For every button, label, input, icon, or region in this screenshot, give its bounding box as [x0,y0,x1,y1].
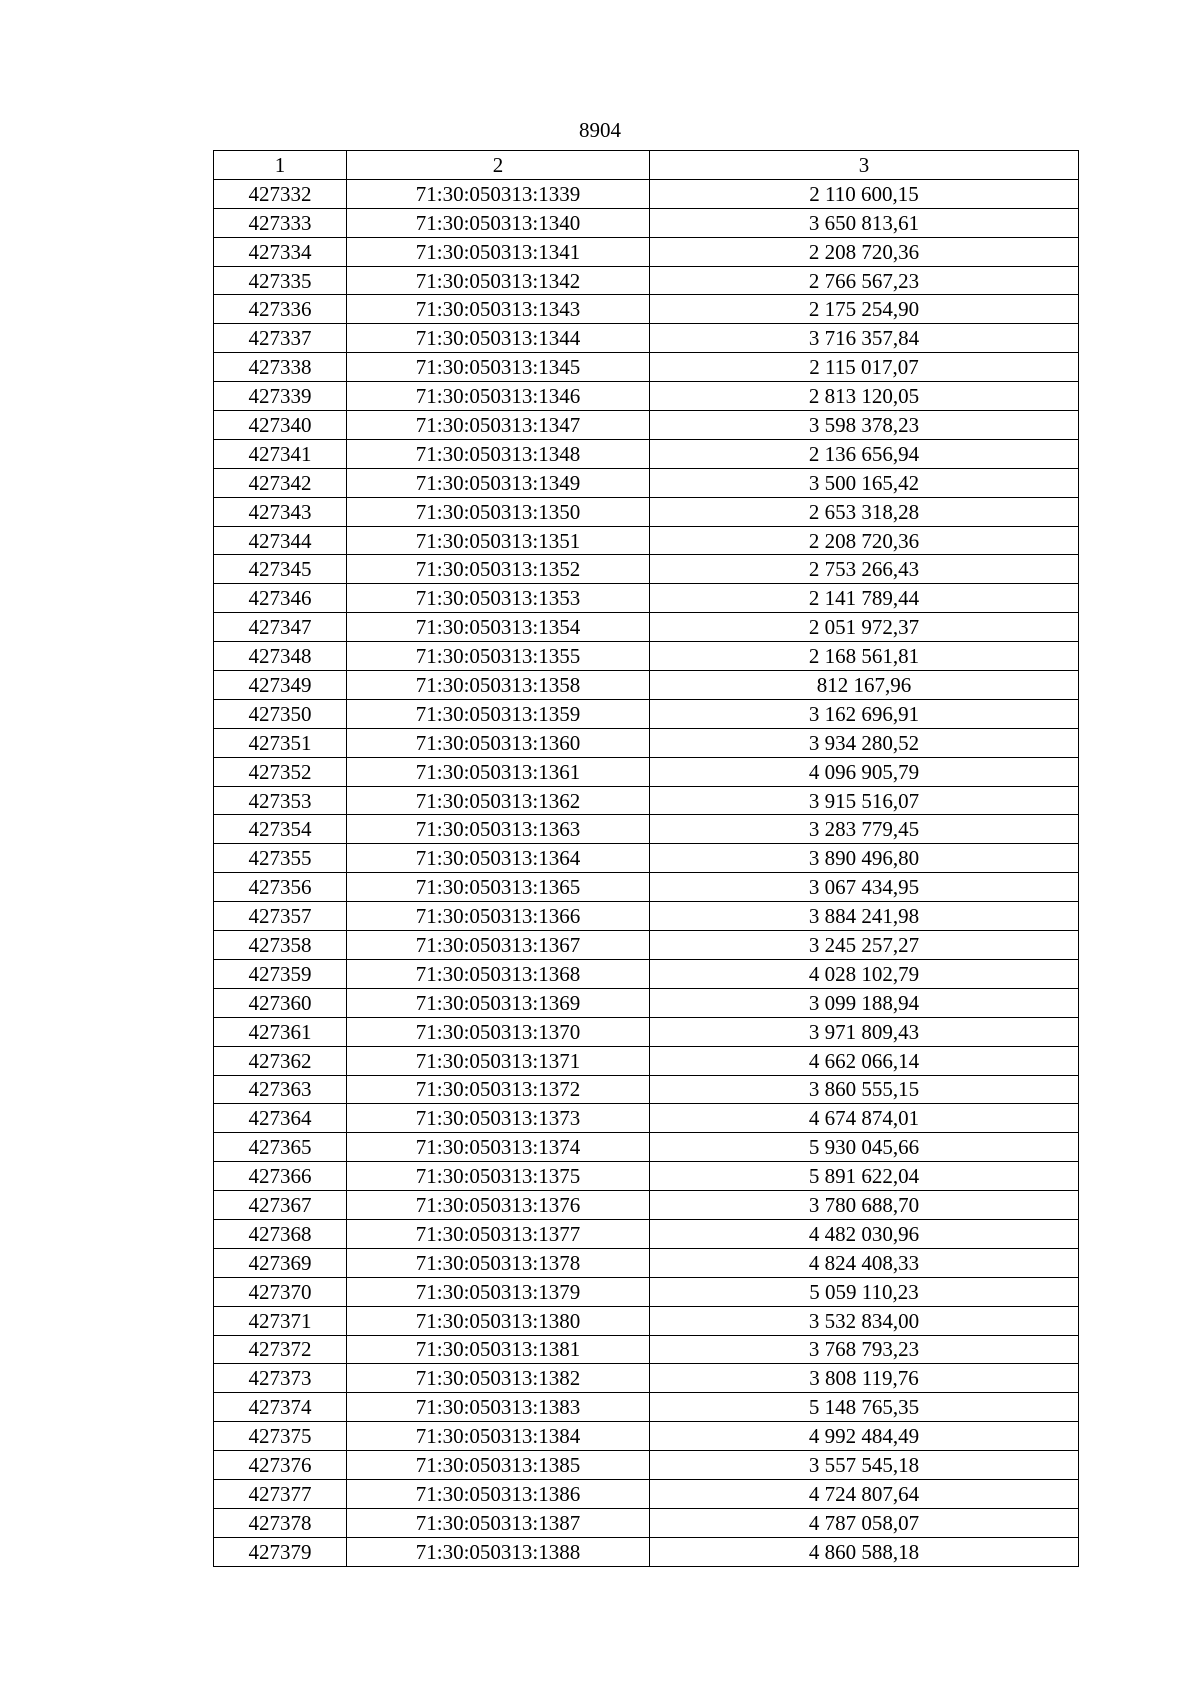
value-cell: 4 674 874,01 [650,1104,1079,1133]
table-row [214,468,1079,497]
table-row [214,642,1079,671]
value-cell: 3 532 834,00 [650,1306,1079,1335]
table-row [214,497,1079,526]
table-row [214,1046,1079,1075]
row-number-cell: 427371 [214,1306,347,1335]
table-row [214,1191,1079,1220]
row-number-cell: 427378 [214,1508,347,1537]
value-cell: 2 110 600,15 [650,179,1079,208]
value-cell: 4 724 807,64 [650,1479,1079,1508]
table-row [214,1451,1079,1480]
cadastral-number-cell: 71:30:050313:1351 [347,526,650,555]
row-number-cell: 427332 [214,179,347,208]
value-cell: 3 598 378,23 [650,411,1079,440]
row-number-cell: 427333 [214,208,347,237]
table-row [214,1104,1079,1133]
row-number-cell: 427368 [214,1219,347,1248]
row-number-cell: 427377 [214,1479,347,1508]
row-number-cell: 427349 [214,671,347,700]
row-number-cell: 427336 [214,295,347,324]
row-number-cell: 427354 [214,815,347,844]
row-number-cell: 427363 [214,1075,347,1104]
cadastral-number-cell: 71:30:050313:1382 [347,1364,650,1393]
cadastral-number-cell: 71:30:050313:1386 [347,1479,650,1508]
value-cell: 3 934 280,52 [650,728,1079,757]
cadastral-number-cell: 71:30:050313:1342 [347,266,650,295]
table-row [214,266,1079,295]
value-cell: 2 051 972,37 [650,613,1079,642]
row-number-cell: 427372 [214,1335,347,1364]
table-row [214,1508,1079,1537]
page-number: 8904 [579,118,621,142]
value-cell: 3 557 545,18 [650,1451,1079,1480]
value-cell: 4 992 484,49 [650,1422,1079,1451]
cadastral-number-cell: 71:30:050313:1374 [347,1133,650,1162]
cadastral-number-cell: 71:30:050313:1368 [347,959,650,988]
cadastral-number-cell: 71:30:050313:1379 [347,1277,650,1306]
table-row [214,439,1079,468]
cadastral-number-cell: 71:30:050313:1377 [347,1219,650,1248]
value-cell: 2 208 720,36 [650,526,1079,555]
table-body [214,179,1079,1566]
cadastral-number-cell: 71:30:050313:1349 [347,468,650,497]
cadastral-number-cell: 71:30:050313:1345 [347,353,650,382]
row-number-cell: 427341 [214,439,347,468]
row-number-cell: 427338 [214,353,347,382]
column-header-1: 1 [214,151,347,180]
cadastral-number-cell: 71:30:050313:1378 [347,1248,650,1277]
table-row [214,584,1079,613]
cadastral-number-cell: 71:30:050313:1363 [347,815,650,844]
row-number-cell: 427339 [214,382,347,411]
table-row [214,1422,1079,1451]
cadastral-number-cell: 71:30:050313:1358 [347,671,650,700]
table-row [214,1219,1079,1248]
cadastral-number-cell: 71:30:050313:1385 [347,1451,650,1480]
value-cell: 2 175 254,90 [650,295,1079,324]
cadastral-number-cell: 71:30:050313:1387 [347,1508,650,1537]
value-cell: 4 096 905,79 [650,757,1079,786]
value-cell: 4 824 408,33 [650,1248,1079,1277]
cadastral-number-cell: 71:30:050313:1361 [347,757,650,786]
value-cell: 2 766 567,23 [650,266,1079,295]
row-number-cell: 427357 [214,902,347,931]
value-cell: 3 780 688,70 [650,1191,1079,1220]
cadastral-number-cell: 71:30:050313:1383 [347,1393,650,1422]
table-row [214,1017,1079,1046]
cadastral-number-cell: 71:30:050313:1370 [347,1017,650,1046]
table-row [214,959,1079,988]
table-header [214,151,1079,180]
cadastral-number-cell: 71:30:050313:1380 [347,1306,650,1335]
cadastral-number-cell: 71:30:050313:1371 [347,1046,650,1075]
value-cell: 3 067 434,95 [650,873,1079,902]
cadastral-number-cell: 71:30:050313:1340 [347,208,650,237]
cadastral-number-cell: 71:30:050313:1388 [347,1537,650,1566]
row-number-cell: 427364 [214,1104,347,1133]
row-number-cell: 427352 [214,757,347,786]
row-number-cell: 427353 [214,786,347,815]
cadastral-number-cell: 71:30:050313:1352 [347,555,650,584]
cadastral-number-cell: 71:30:050313:1365 [347,873,650,902]
row-number-cell: 427355 [214,844,347,873]
table-row [214,1162,1079,1191]
cadastral-number-cell: 71:30:050313:1353 [347,584,650,613]
cadastral-number-cell: 71:30:050313:1346 [347,382,650,411]
value-cell: 4 662 066,14 [650,1046,1079,1075]
table-row [214,931,1079,960]
cadastral-number-cell: 71:30:050313:1367 [347,931,650,960]
table-row [214,1537,1079,1566]
cadastral-number-cell: 71:30:050313:1384 [347,1422,650,1451]
column-header-3: 3 [650,151,1079,180]
value-cell: 2 136 656,94 [650,439,1079,468]
table-row [214,411,1079,440]
cadastral-number-cell: 71:30:050313:1373 [347,1104,650,1133]
row-number-cell: 427370 [214,1277,347,1306]
table-row [214,1306,1079,1335]
table-row [214,353,1079,382]
table-row [214,1133,1079,1162]
value-cell: 2 653 318,28 [650,497,1079,526]
row-number-cell: 427362 [214,1046,347,1075]
value-cell: 5 059 110,23 [650,1277,1079,1306]
row-number-cell: 427379 [214,1537,347,1566]
table-row [214,295,1079,324]
value-cell: 3 808 119,76 [650,1364,1079,1393]
value-cell: 2 168 561,81 [650,642,1079,671]
cadastral-number-cell: 71:30:050313:1344 [347,324,650,353]
table-row [214,1393,1079,1422]
row-number-cell: 427367 [214,1191,347,1220]
cadastral-number-cell: 71:30:050313:1362 [347,786,650,815]
row-number-cell: 427345 [214,555,347,584]
value-cell: 2 208 720,36 [650,237,1079,266]
value-cell: 5 891 622,04 [650,1162,1079,1191]
cadastral-number-cell: 71:30:050313:1369 [347,988,650,1017]
table-row [214,699,1079,728]
cadastral-number-cell: 71:30:050313:1359 [347,699,650,728]
value-cell: 5 930 045,66 [650,1133,1079,1162]
cadastral-number-cell: 71:30:050313:1350 [347,497,650,526]
value-cell: 4 860 588,18 [650,1537,1079,1566]
value-cell: 3 500 165,42 [650,468,1079,497]
value-cell: 812 167,96 [650,671,1079,700]
table-row [214,237,1079,266]
table-row [214,382,1079,411]
cadastral-number-cell: 71:30:050313:1372 [347,1075,650,1104]
row-number-cell: 427374 [214,1393,347,1422]
table-row [214,815,1079,844]
cadastral-number-cell: 71:30:050313:1355 [347,642,650,671]
cadastral-number-cell: 71:30:050313:1366 [347,902,650,931]
row-number-cell: 427346 [214,584,347,613]
table-row [214,902,1079,931]
cadastral-number-cell: 71:30:050313:1347 [347,411,650,440]
cadastral-number-cell: 71:30:050313:1341 [347,237,650,266]
value-cell: 2 753 266,43 [650,555,1079,584]
table-row [214,873,1079,902]
table-row [214,988,1079,1017]
row-number-cell: 427360 [214,988,347,1017]
row-number-cell: 427366 [214,1162,347,1191]
cadastral-number-cell: 71:30:050313:1375 [347,1162,650,1191]
header-row [214,151,1079,180]
table-row [214,1364,1079,1393]
row-number-cell: 427342 [214,468,347,497]
value-cell: 2 141 789,44 [650,584,1079,613]
row-number-cell: 427340 [214,411,347,440]
row-number-cell: 427337 [214,324,347,353]
value-cell: 3 768 793,23 [650,1335,1079,1364]
table-row [214,179,1079,208]
value-cell: 3 971 809,43 [650,1017,1079,1046]
row-number-cell: 427343 [214,497,347,526]
row-number-cell: 427373 [214,1364,347,1393]
table-row [214,1479,1079,1508]
row-number-cell: 427348 [214,642,347,671]
value-cell: 3 884 241,98 [650,902,1079,931]
cadastral-number-cell: 71:30:050313:1381 [347,1335,650,1364]
value-cell: 5 148 765,35 [650,1393,1079,1422]
cadastral-number-cell: 71:30:050313:1354 [347,613,650,642]
value-cell: 4 028 102,79 [650,959,1079,988]
table-row [214,844,1079,873]
table-row [214,208,1079,237]
table-row [214,728,1079,757]
table-row [214,1335,1079,1364]
cadastral-number-cell: 71:30:050313:1376 [347,1191,650,1220]
value-cell: 3 716 357,84 [650,324,1079,353]
row-number-cell: 427350 [214,699,347,728]
value-cell: 3 915 516,07 [650,786,1079,815]
row-number-cell: 427361 [214,1017,347,1046]
row-number-cell: 427358 [214,931,347,960]
row-number-cell: 427356 [214,873,347,902]
value-cell: 3 283 779,45 [650,815,1079,844]
cadastral-number-cell: 71:30:050313:1360 [347,728,650,757]
row-number-cell: 427365 [214,1133,347,1162]
row-number-cell: 427334 [214,237,347,266]
table-row [214,1248,1079,1277]
table-row [214,1277,1079,1306]
cadastral-number-cell: 71:30:050313:1364 [347,844,650,873]
value-cell: 3 099 188,94 [650,988,1079,1017]
value-cell: 4 787 058,07 [650,1508,1079,1537]
row-number-cell: 427347 [214,613,347,642]
table-row [214,786,1079,815]
table-row [214,671,1079,700]
cadastral-number-cell: 71:30:050313:1339 [347,179,650,208]
table-row [214,757,1079,786]
value-cell: 3 245 257,27 [650,931,1079,960]
row-number-cell: 427359 [214,959,347,988]
value-cell: 3 162 696,91 [650,699,1079,728]
cadastral-number-cell: 71:30:050313:1348 [347,439,650,468]
registry-table [213,150,1079,1567]
cadastral-number-cell: 71:30:050313:1343 [347,295,650,324]
value-cell: 2 115 017,07 [650,353,1079,382]
row-number-cell: 427351 [214,728,347,757]
column-header-2: 2 [347,151,650,180]
value-cell: 4 482 030,96 [650,1219,1079,1248]
table-row [214,324,1079,353]
value-cell: 2 813 120,05 [650,382,1079,411]
row-number-cell: 427369 [214,1248,347,1277]
value-cell: 3 860 555,15 [650,1075,1079,1104]
row-number-cell: 427335 [214,266,347,295]
row-number-cell: 427375 [214,1422,347,1451]
table-row [214,555,1079,584]
table-row [214,1075,1079,1104]
table-row [214,526,1079,555]
table-row [214,613,1079,642]
row-number-cell: 427376 [214,1451,347,1480]
row-number-cell: 427344 [214,526,347,555]
value-cell: 3 650 813,61 [650,208,1079,237]
value-cell: 3 890 496,80 [650,844,1079,873]
